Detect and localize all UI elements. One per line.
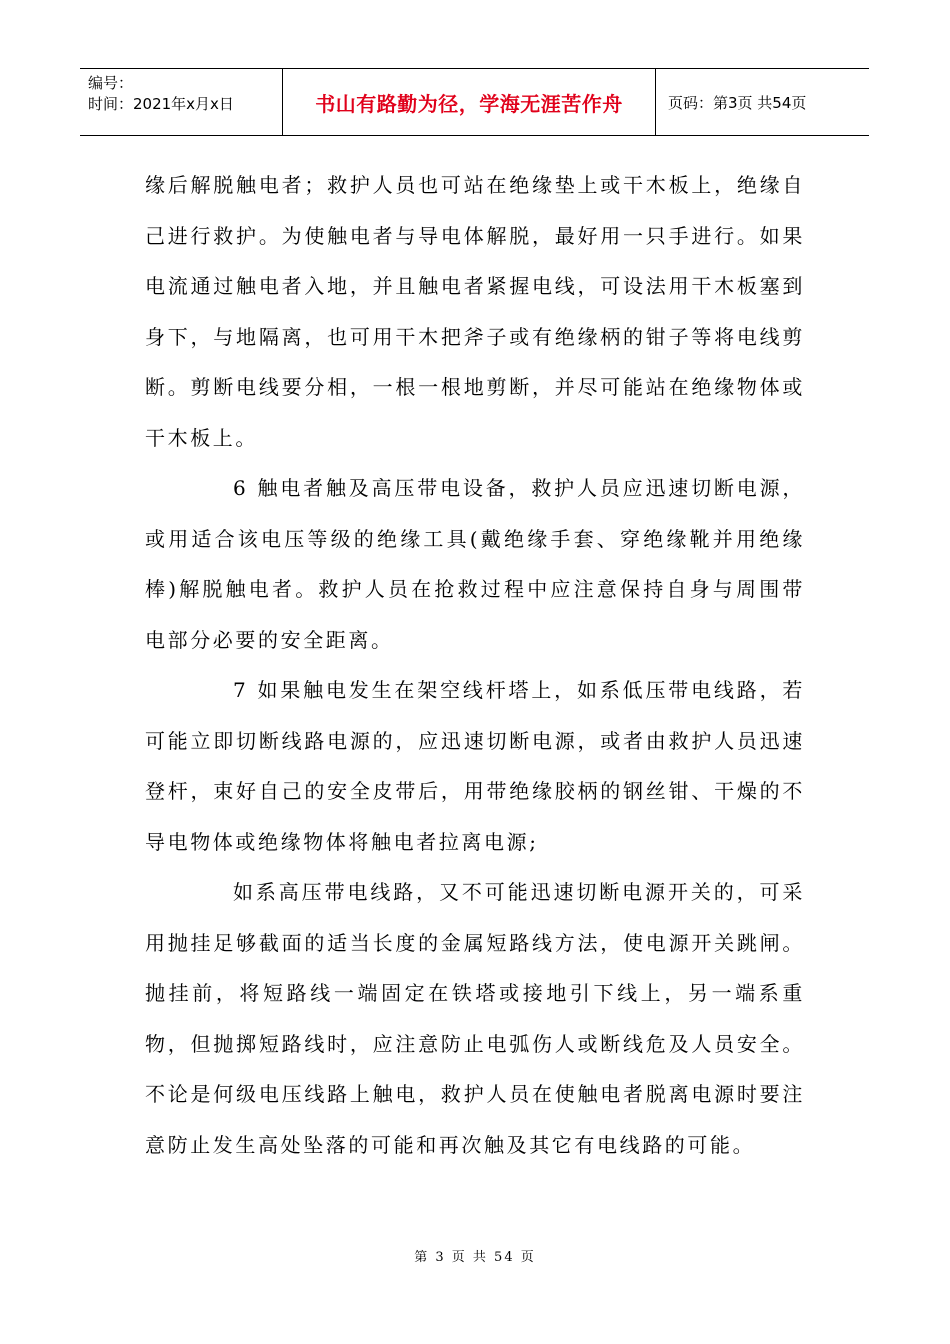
page-header xyxy=(80,68,869,136)
body-paragraph-3: 7 如果触电发生在架空线杆塔上，如系低压带电线路，若可能立即切断线路电源的，应迅速切断电源，或者由救护人员迅速登杆，束好自己的安全皮带后，用带绝缘胶柄的钢丝钳、干燥的不导电物体或绝缘物体将触电者拉离电源; xyxy=(145,678,805,854)
page-footer: 第 3 页 共 54 页 xyxy=(414,1250,536,1265)
body-paragraph-4: 如系高压带电线路，又不可能迅速切断电源开关的，可采用抛挂足够截面的适当长度的金属短路线方法，使电源开关跳闸。抛挂前，将短路线一端固定在铁塔或接地引下线上，另一端系重物，但抛掷短路线时，应注意防止电弧伤人或断线危及人员安全。不论是何级电压线路上触电，救护人员在使触电者脱离电源时要注意防止发生高处坠落的可能和再次触及其它有电线路的可能。 xyxy=(145,880,805,1157)
header-meta-cell xyxy=(80,69,283,135)
body-paragraph-2: 6 触电者触及高压带电设备，救护人员应迅速切断电源，或用适合该电压等级的绝缘工具(戴绝缘手套、穿绝缘靴并用绝缘棒)解脱触电者。救护人员在抢救过程中应注意保持自身与周围带电部分必要的安全距离。 xyxy=(145,476,805,652)
header-page-info: 页码：第3页 共54页 xyxy=(668,93,807,112)
body-paragraph-1: 缘后解脱触电者；救护人员也可站在绝缘垫上或干木板上，绝缘自己进行救护。为使触电者与导电体解脱，最好用一只手进行。如果电流通过触电者入地，并且触电者紧握电线，可设法用干木板塞到身下，与地隔离，也可用干木把斧子或有绝缘柄的钳子等将电线剪断。剪断电线要分相，一根一根地剪断，并尽可能站在绝缘物体或干木板上。 xyxy=(145,173,805,450)
header-motto: 书山有路勤为径，学海无涯苦作舟 xyxy=(283,69,656,135)
document-body xyxy=(145,160,805,1170)
document-time-label: 时间：2021年x月x日 xyxy=(88,95,234,113)
document-number-label: 编号： xyxy=(88,74,134,92)
